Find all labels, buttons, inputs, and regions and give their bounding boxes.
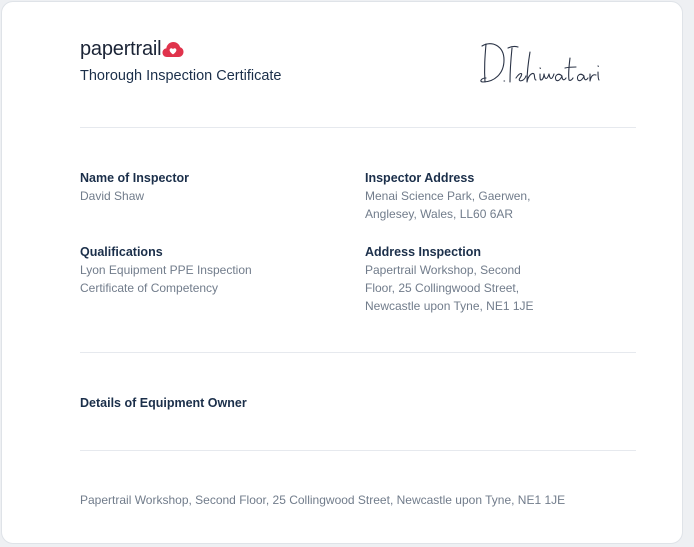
inspector-address-value: Menai Science Park, Gaerwen, Anglesey, Wales, LL60 6AR <box>365 189 531 221</box>
brand-wordmark: papertrail <box>80 38 162 60</box>
equipment-owner-heading: Details of Equipment Owner <box>80 396 247 410</box>
cloud-heart-icon <box>162 41 184 59</box>
certificate-title: Thorough Inspection Certificate <box>80 68 282 84</box>
qualifications-field <box>80 243 340 297</box>
equipment-owner-address: Papertrail Workshop, Second Floor, 25 Collingwood Street, Newcastle upon Tyne, NE1 1JE <box>80 493 566 507</box>
section-divider <box>80 352 636 353</box>
inspector-address-field <box>365 169 625 223</box>
certificate-card <box>1 1 683 544</box>
owner-divider <box>80 450 636 451</box>
qualifications-value: Lyon Equipment PPE Inspection Certificate of Competency <box>80 263 252 295</box>
inspector-name-label: Name of Inspector <box>80 171 190 185</box>
inspector-name-field <box>80 169 340 205</box>
inspector-name-value: David Shaw <box>80 189 145 203</box>
inspector-signature <box>480 38 600 92</box>
inspection-address-label: Address Inspection <box>365 245 481 259</box>
papertrail-logo <box>80 38 184 60</box>
inspection-address-field <box>365 243 625 315</box>
inspector-address-label: Inspector Address <box>365 171 475 185</box>
inspection-address-value: Papertrail Workshop, Second Floor, 25 Collingwood Street, Newcastle upon Tyne, NE1 1JE <box>365 263 534 313</box>
header-divider <box>80 127 636 128</box>
qualifications-label: Qualifications <box>80 245 163 259</box>
